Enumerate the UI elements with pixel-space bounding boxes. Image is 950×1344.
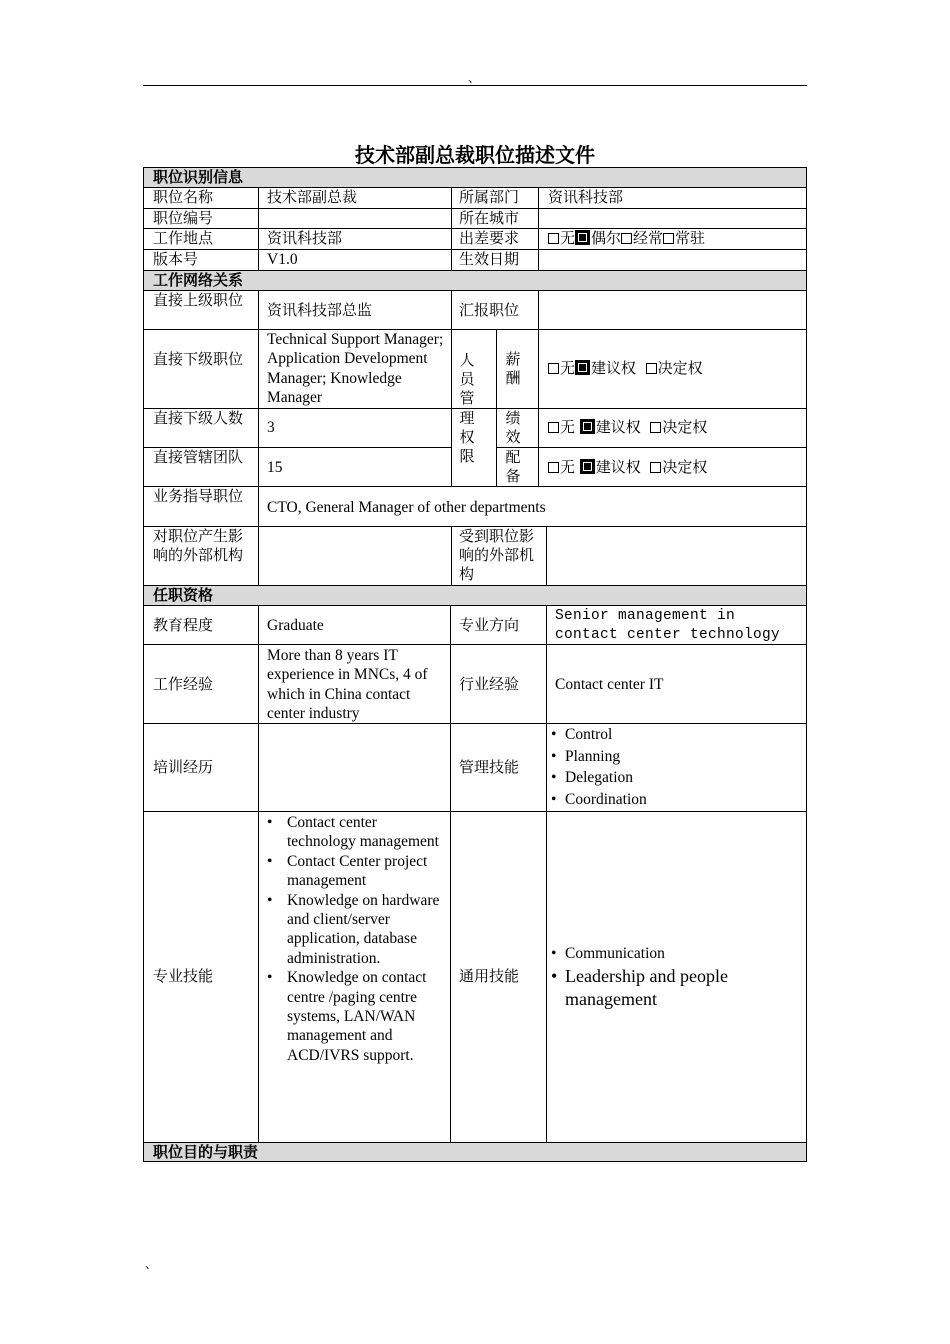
industry-value: Contact center IT bbox=[555, 676, 664, 693]
staffing-authority: 无 建议权 决定权 bbox=[548, 458, 707, 477]
perf-none-checkbox[interactable] bbox=[548, 422, 559, 433]
experience-label: 工作经验 bbox=[153, 675, 214, 693]
location-value: 资讯科技部 bbox=[267, 229, 343, 247]
major-value: Senior management in contact center technology bbox=[555, 608, 781, 643]
subordinates-label: 直接下级职位 bbox=[153, 350, 244, 368]
position-name-label: 职位名称 bbox=[153, 188, 214, 206]
sub-count-value: 3 bbox=[267, 419, 275, 436]
travel-occasional-checkbox[interactable] bbox=[575, 230, 590, 245]
sub-count-label: 直接下级人数 bbox=[153, 409, 244, 427]
list-item: • Delegation bbox=[551, 767, 801, 789]
salary-label: 薪酬 bbox=[505, 350, 521, 388]
gen-skills-label: 通用技能 bbox=[459, 967, 520, 985]
staffing-decide-checkbox[interactable] bbox=[650, 462, 661, 473]
list-item: • Control bbox=[551, 724, 801, 746]
mgmt-skills-label: 管理技能 bbox=[459, 758, 520, 776]
salary-none-checkbox[interactable] bbox=[548, 363, 559, 374]
mgmt-skills-list bbox=[551, 724, 801, 810]
travel-option-occasional: 偶尔 bbox=[591, 229, 622, 247]
section-title-network: 工作网络关系 bbox=[153, 271, 244, 289]
effective-date-label: 生效日期 bbox=[459, 250, 520, 268]
list-item: • Coordination bbox=[551, 789, 801, 811]
footer-mark: 、 bbox=[145, 1257, 158, 1271]
department-value: 资讯科技部 bbox=[548, 188, 624, 206]
document-title: 技术部副总裁职位描述文件 bbox=[355, 143, 595, 167]
header-mark: 、 bbox=[468, 71, 481, 85]
education-label: 教育程度 bbox=[153, 616, 214, 634]
staffing-none-checkbox[interactable] bbox=[548, 462, 559, 473]
list-item: • Leadership and people management bbox=[551, 965, 803, 1011]
travel-often-checkbox[interactable] bbox=[621, 233, 632, 244]
training-label: 培训经历 bbox=[153, 758, 214, 776]
major-label: 专业方向 bbox=[459, 616, 520, 634]
subordinates-value: Technical Support Manager; Application Development Manager; Knowledge Manager bbox=[267, 331, 444, 407]
department-label: 所属部门 bbox=[459, 188, 520, 206]
pro-skills-label: 专业技能 bbox=[153, 967, 214, 985]
perf-decide-checkbox[interactable] bbox=[650, 422, 661, 433]
travel-option-often: 经常 bbox=[633, 229, 664, 247]
salary-suggest-checkbox[interactable] bbox=[575, 360, 590, 375]
ext-affect-label: 对职位产生影响的外部机构 bbox=[153, 527, 244, 564]
travel-none-checkbox[interactable] bbox=[548, 233, 559, 244]
ext-affected-label: 受到职位影响的外部机构 bbox=[459, 527, 535, 583]
section-title-purpose: 职位目的与职责 bbox=[153, 1143, 259, 1161]
superior-label: 直接上级职位 bbox=[153, 291, 244, 309]
staffing-label: 配备 bbox=[505, 448, 521, 486]
guidance-label: 业务指导职位 bbox=[153, 487, 244, 505]
list-item: • Contact center technology management bbox=[267, 813, 447, 852]
version-label: 版本号 bbox=[153, 250, 199, 268]
travel-options bbox=[548, 229, 705, 248]
salary-authority: 无 建议权 决定权 bbox=[548, 359, 703, 378]
list-item: • Knowledge on hardware and client/server application, database administration. bbox=[267, 891, 447, 969]
pro-skills-list bbox=[267, 813, 447, 1065]
list-item: • Contact Center project management bbox=[267, 852, 447, 891]
perf-authority: 无 建议权 决定权 bbox=[548, 418, 707, 437]
list-item: • Communication bbox=[551, 943, 803, 965]
list-item: • Knowledge on contact centre /paging centre systems, LAN/WAN management and ACD/IVRS support. bbox=[267, 968, 447, 1065]
staffing-suggest-checkbox[interactable] bbox=[580, 459, 595, 474]
location-label: 工作地点 bbox=[153, 229, 214, 247]
gen-skills-list bbox=[551, 943, 803, 1011]
travel-option-resident: 常驻 bbox=[675, 229, 706, 247]
version-value: V1.0 bbox=[267, 251, 298, 268]
salary-decide-checkbox[interactable] bbox=[646, 363, 657, 374]
list-item: • Planning bbox=[551, 746, 801, 768]
perf-label: 绩效 bbox=[505, 409, 521, 447]
authority-label: 人员管理权限 bbox=[459, 351, 475, 466]
travel-resident-checkbox[interactable] bbox=[663, 233, 674, 244]
report-label: 汇报职位 bbox=[459, 301, 520, 319]
header-rule bbox=[143, 85, 807, 86]
industry-label: 行业经验 bbox=[459, 675, 520, 693]
experience-value: More than 8 years IT experience in MNCs, 4 of which in China contact center industry bbox=[267, 647, 428, 723]
education-value: Graduate bbox=[267, 617, 324, 634]
team-label: 直接管辖团队 bbox=[153, 448, 244, 466]
position-no-label: 职位编号 bbox=[153, 209, 214, 227]
team-value: 15 bbox=[267, 459, 283, 476]
travel-option-none: 无 bbox=[560, 229, 576, 247]
superior-value: 资讯科技部总监 bbox=[267, 301, 373, 319]
travel-label: 出差要求 bbox=[459, 229, 520, 247]
section-title-identification: 职位识别信息 bbox=[153, 168, 244, 186]
city-label: 所在城市 bbox=[459, 209, 520, 227]
section-title-qualification: 任职资格 bbox=[153, 586, 214, 604]
guidance-value: CTO, General Manager of other departments bbox=[267, 499, 546, 516]
job-description-table bbox=[143, 167, 807, 1162]
position-name-value: 技术部副总裁 bbox=[267, 188, 358, 206]
perf-suggest-checkbox[interactable] bbox=[580, 419, 595, 434]
